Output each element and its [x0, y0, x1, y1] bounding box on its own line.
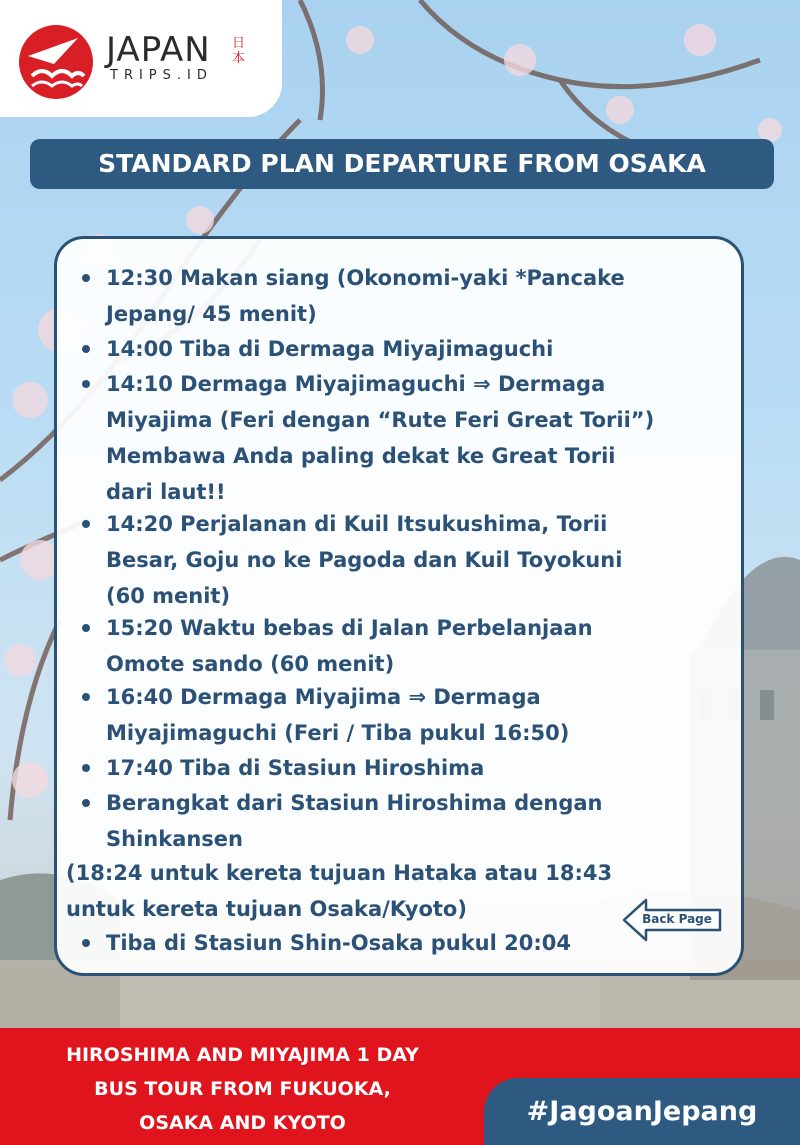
bullet-icon	[82, 624, 90, 632]
item-line: 14:00 Tiba di Dermaga Miyajimaguchi	[106, 337, 554, 361]
item-line: 14:20 Perjalanan di Kuil Itsukushima, Torii	[106, 512, 608, 536]
bullet-icon	[82, 764, 90, 772]
bullet-icon	[82, 939, 90, 947]
hashtag: #JagoanJepang	[526, 1096, 758, 1127]
page-title: STANDARD PLAN DEPARTURE FROM OSAKA	[30, 139, 774, 189]
item-line: 16:40 Dermaga Miyajima ⇒ Dermaga	[106, 685, 541, 709]
itinerary-item	[106, 260, 726, 332]
item-line: 14:10 Dermaga Miyajimaguchi ⇒ Dermaga	[106, 372, 606, 396]
itinerary-item	[106, 506, 726, 614]
note-line: untuk kereta tujuan Osaka/Kyoto)	[66, 897, 467, 921]
logo-kanji: 日本	[232, 36, 246, 66]
item-line: Membawa Anda paling dekat ke Great Torii	[106, 444, 616, 468]
bullet-icon	[82, 380, 90, 388]
logo-name: JAPAN	[106, 30, 211, 70]
bullet-icon	[82, 345, 90, 353]
itinerary-item	[106, 750, 726, 786]
train-note	[66, 855, 686, 927]
bullet-icon	[82, 274, 90, 282]
back-page-button[interactable]: Back Page	[642, 912, 712, 926]
item-line: 15:20 Waktu bebas di Jalan Perbelanjaan	[106, 616, 593, 640]
item-line: (60 menit)	[106, 584, 231, 608]
item-line: Omote sando (60 menit)	[106, 652, 395, 676]
tour-line: BUS TOUR FROM FUKUOKA,	[94, 1078, 391, 1100]
itinerary-item	[106, 610, 726, 682]
item-line: Miyajima (Feri dengan “Rute Feri Great Torii”)	[106, 408, 655, 432]
itinerary-item	[106, 785, 726, 857]
item-line: 12:30 Makan siang (Okonomi-yaki *Pancake	[106, 266, 625, 290]
bullet-icon	[82, 520, 90, 528]
itinerary-item	[106, 331, 726, 367]
item-line: Shinkansen	[106, 827, 244, 851]
item-line: Berangkat dari Stasiun Hiroshima dengan	[106, 791, 603, 815]
tour-line: HIROSHIMA AND MIYAJIMA 1 DAY	[66, 1044, 419, 1066]
item-line: 17:40 Tiba di Stasiun Hiroshima	[106, 756, 485, 780]
bullet-icon	[82, 799, 90, 807]
itinerary-item	[106, 679, 726, 751]
tour-name	[0, 1038, 485, 1140]
japan-trips-logo-icon	[18, 24, 94, 100]
item-line: Jepang/ 45 menit)	[106, 302, 317, 326]
tour-line: OSAKA AND KYOTO	[139, 1112, 346, 1134]
bullet-icon	[82, 693, 90, 701]
logo-subtitle: TRIPS.ID	[110, 68, 213, 83]
item-line: Miyajimaguchi (Feri / Tiba pukul 16:50)	[106, 721, 570, 745]
logo-area	[0, 0, 282, 117]
item-line: Besar, Goju no ke Pagoda dan Kuil Toyokuni	[106, 548, 623, 572]
itinerary-item	[106, 366, 726, 510]
item-line: dari laut!!	[106, 480, 226, 504]
item-line: Tiba di Stasiun Shin-Osaka pukul 20:04	[106, 931, 571, 955]
note-line: (18:24 untuk kereta tujuan Hataka atau 18:43	[66, 861, 613, 885]
